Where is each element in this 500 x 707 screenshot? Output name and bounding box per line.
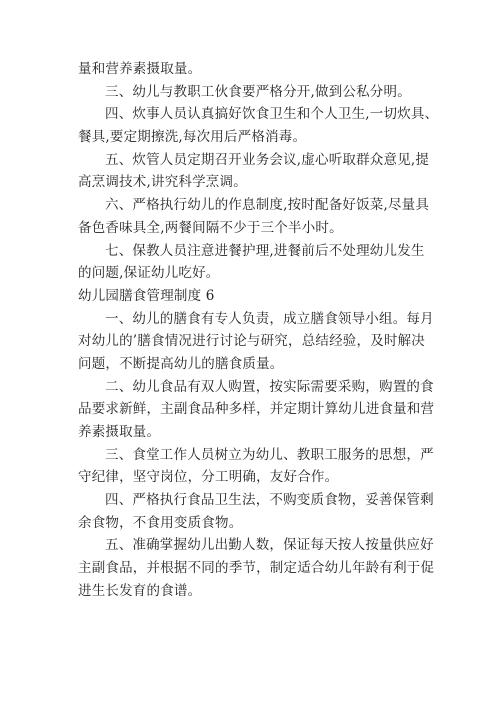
text-line: 一、幼儿的膳食有专人负责，成立膳食领导小组。每月 (105, 310, 434, 327)
text-line: 守纪律，坚守岗位，分工明确，友好合作。 (78, 469, 339, 486)
text-line: 餐具,要定期擦洗,每次用后严格消毒。 (78, 129, 307, 146)
text-line: 四、炊事人员认真搞好饮食卫生和个人卫生,一切炊具、 (105, 106, 439, 123)
text-line: 余食物，不食用变质食物。 (78, 514, 243, 531)
text-line: 问题，不断提高幼儿的膳食质量。 (78, 355, 284, 372)
text-line: 四、严格执行食品卫生法，不购变质食物，妥善保管剩 (105, 492, 434, 509)
text-line: 高烹调技术,讲究科学烹调。 (78, 174, 247, 191)
text-line: 二、幼儿食品有双人购置，按实际需要采购，购置的食 (105, 378, 434, 395)
text-line: 五、准确掌握幼儿出勤人数，保证每天按人按量供应好 (105, 537, 434, 554)
section-heading: 幼儿园膳食管理制度 6 (78, 287, 215, 304)
text-line: 五、炊管人员定期召开业务会议,虚心听取群众意见,提 (105, 151, 430, 168)
text-line: 三、食堂工作人员树立为幼儿、教职工服务的思想，严 (105, 446, 434, 463)
text-line: 三、幼儿与教职工伙食要严格分开,做到公私分明。 (105, 83, 411, 100)
document-body (78, 58, 439, 603)
text-line: 进生长发育的食谱。 (78, 582, 202, 599)
text-line: 七、保教人员注意进餐护理,进餐前后不处理幼儿发生 (105, 242, 425, 259)
text-line: 量和营养素摄取量。 (78, 61, 202, 77)
text-line: 六、严格执行幼儿的作息制度,按时配备好饭菜,尽量具 (105, 197, 430, 214)
text-line: 主副食品，并根据不同的季节，制定适合幼儿年龄有利于促 (78, 560, 435, 577)
text-line: 养素摄取量。 (78, 424, 161, 440)
text-line: 备色香味具全,两餐间隔不少于三个半小时。 (78, 219, 343, 236)
text-line: 的问题,保证幼儿吃好。 (78, 265, 220, 282)
text-line: 对幼儿的’膳食情况进行讨论与研究，总结经验，及时解决 (78, 333, 425, 350)
text-line: 品要求新鲜，主副食品种多样，并定期计算幼儿进食量和营 (78, 401, 435, 418)
